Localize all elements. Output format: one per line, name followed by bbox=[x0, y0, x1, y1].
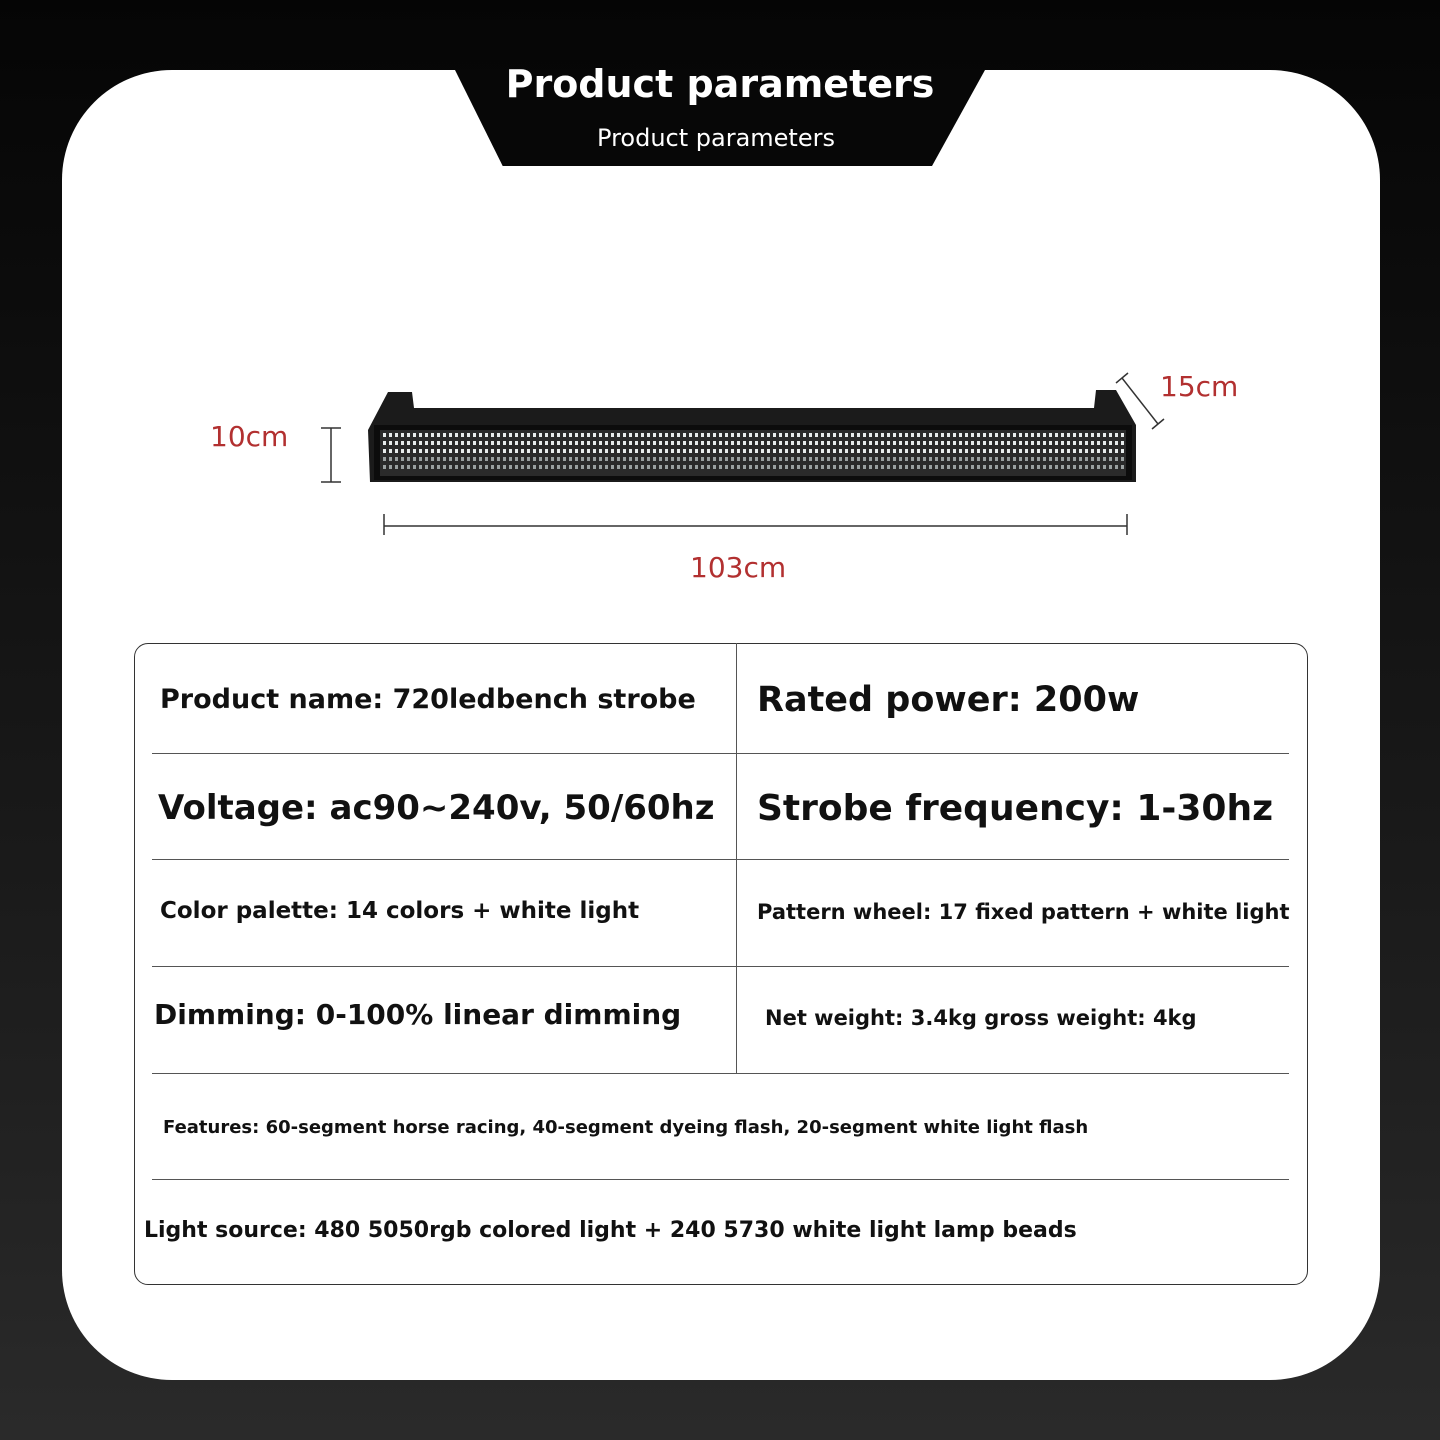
length-marker bbox=[384, 514, 1127, 535]
rated-power: Rated power: 200w bbox=[757, 680, 1140, 720]
page-title: Product parameters bbox=[505, 62, 935, 106]
product-name: Product name: 720ledbench strobe bbox=[160, 684, 696, 715]
row-divider bbox=[152, 1179, 1289, 1180]
dimming: Dimming: 0-100% linear dimming bbox=[154, 998, 682, 1031]
row-divider bbox=[152, 1073, 1289, 1074]
led-strobe-bar bbox=[368, 390, 1136, 482]
color-palette: Color palette: 14 colors + white light bbox=[160, 898, 640, 924]
height-marker bbox=[321, 428, 341, 482]
depth-label: 15cm bbox=[1160, 370, 1239, 403]
row-divider bbox=[152, 859, 1289, 860]
parameters-table bbox=[134, 643, 1308, 1285]
length-label: 103cm bbox=[690, 551, 787, 584]
product-image bbox=[0, 0, 1440, 600]
height-label: 10cm bbox=[210, 420, 289, 453]
row-divider bbox=[152, 753, 1289, 754]
light-source: Light source: 480 5050rgb colored light + 240 5730 white light lamp beads bbox=[144, 1218, 1077, 1243]
weight: Net weight: 3.4kg gross weight: 4kg bbox=[765, 1006, 1197, 1030]
row-divider bbox=[152, 966, 1289, 967]
voltage: Voltage: ac90~240v, 50/60hz bbox=[158, 788, 715, 828]
features: Features: 60-segment horse racing, 40-segment dyeing flash, 20-segment white light flash bbox=[163, 1117, 1089, 1138]
page-subtitle: Product parameters bbox=[597, 124, 835, 152]
pattern-wheel: Pattern wheel: 17 fixed pattern + white light bbox=[757, 900, 1290, 924]
strobe-frequency: Strobe frequency: 1-30hz bbox=[757, 788, 1274, 829]
